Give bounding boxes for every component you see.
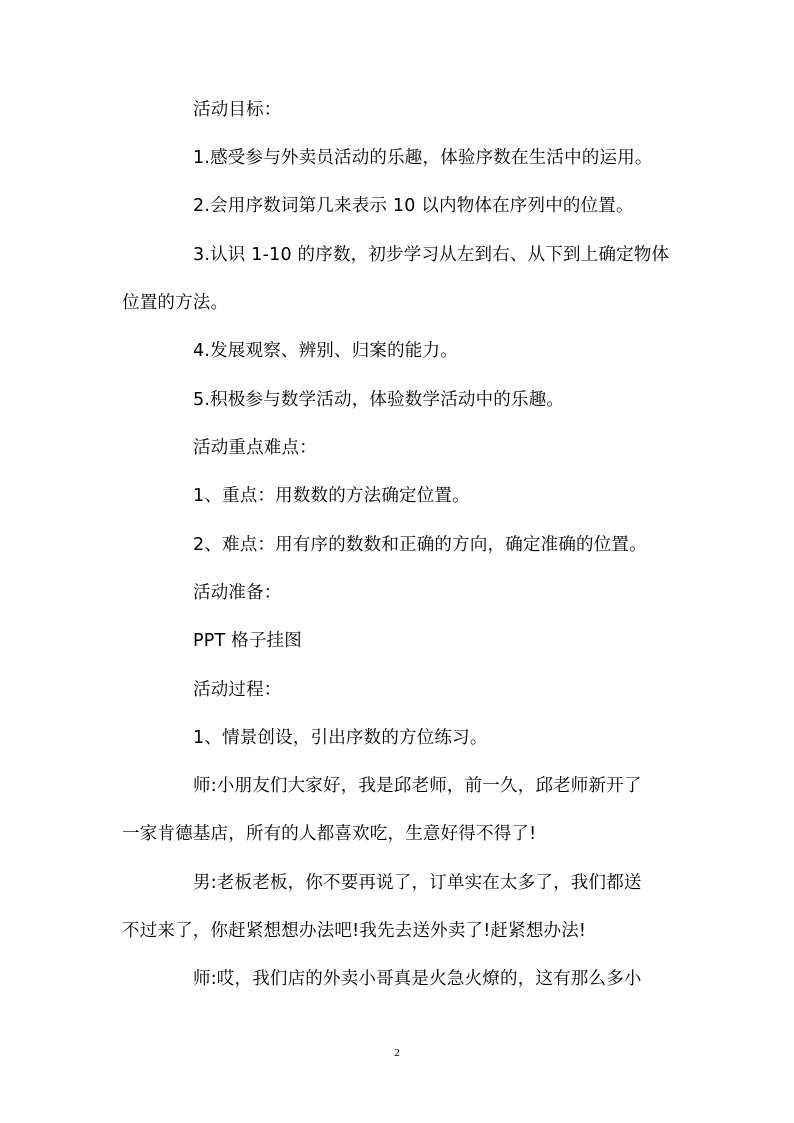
goal-item-1: 1.感受参与外卖员活动的乐趣，体验序数在生活中的运用。 bbox=[193, 148, 653, 168]
heading-preparation: 活动准备： bbox=[193, 583, 282, 603]
goal-item-2: 2.会用序数词第几来表示 10 以内物体在序列中的位置。 bbox=[193, 196, 634, 216]
dialogue-teacher-1: 师:小朋友们大家好，我是邱老师，前一久，邱老师新开了 bbox=[193, 776, 642, 796]
dialogue-boy-1-cont: 不过来了，你赶紧想想办法吧!我先去送外卖了!赶紧想办法! bbox=[122, 921, 587, 941]
dialogue-teacher-2: 师:哎，我们店的外卖小哥真是火急火燎的，这有那么多小 bbox=[193, 969, 642, 989]
heading-key-points: 活动重点难点： bbox=[193, 438, 317, 458]
preparation-item: PPT 格子挂图 bbox=[193, 631, 302, 651]
heading-activity-goals: 活动目标： bbox=[193, 100, 282, 120]
goal-item-3-continued: 位置的方法。 bbox=[122, 293, 229, 313]
process-step-1: 1、情景创设，引出序数的方位练习。 bbox=[193, 728, 488, 748]
goal-item-5: 5.积极参与数学活动，体验数学活动中的乐趣。 bbox=[193, 390, 565, 410]
heading-process: 活动过程： bbox=[193, 680, 282, 700]
key-point-1: 1、重点：用数数的方法确定位置。 bbox=[193, 486, 470, 506]
dialogue-teacher-1-cont: 一家肯德基店，所有的人都喜欢吃，生意好得不得了! bbox=[122, 824, 537, 844]
key-point-2: 2、难点：用有序的数数和正确的方向，确定准确的位置。 bbox=[193, 535, 647, 555]
dialogue-boy-1: 男:老板老板，你不要再说了，订单实在太多了，我们都送 bbox=[193, 873, 642, 893]
goal-item-4: 4.发展观察、辨别、归案的能力。 bbox=[193, 341, 458, 361]
page-number: 2 bbox=[394, 1047, 400, 1059]
goal-item-3: 3.认识 1-10 的序数，初步学习从左到右、从下到上确定物体 bbox=[193, 245, 670, 265]
